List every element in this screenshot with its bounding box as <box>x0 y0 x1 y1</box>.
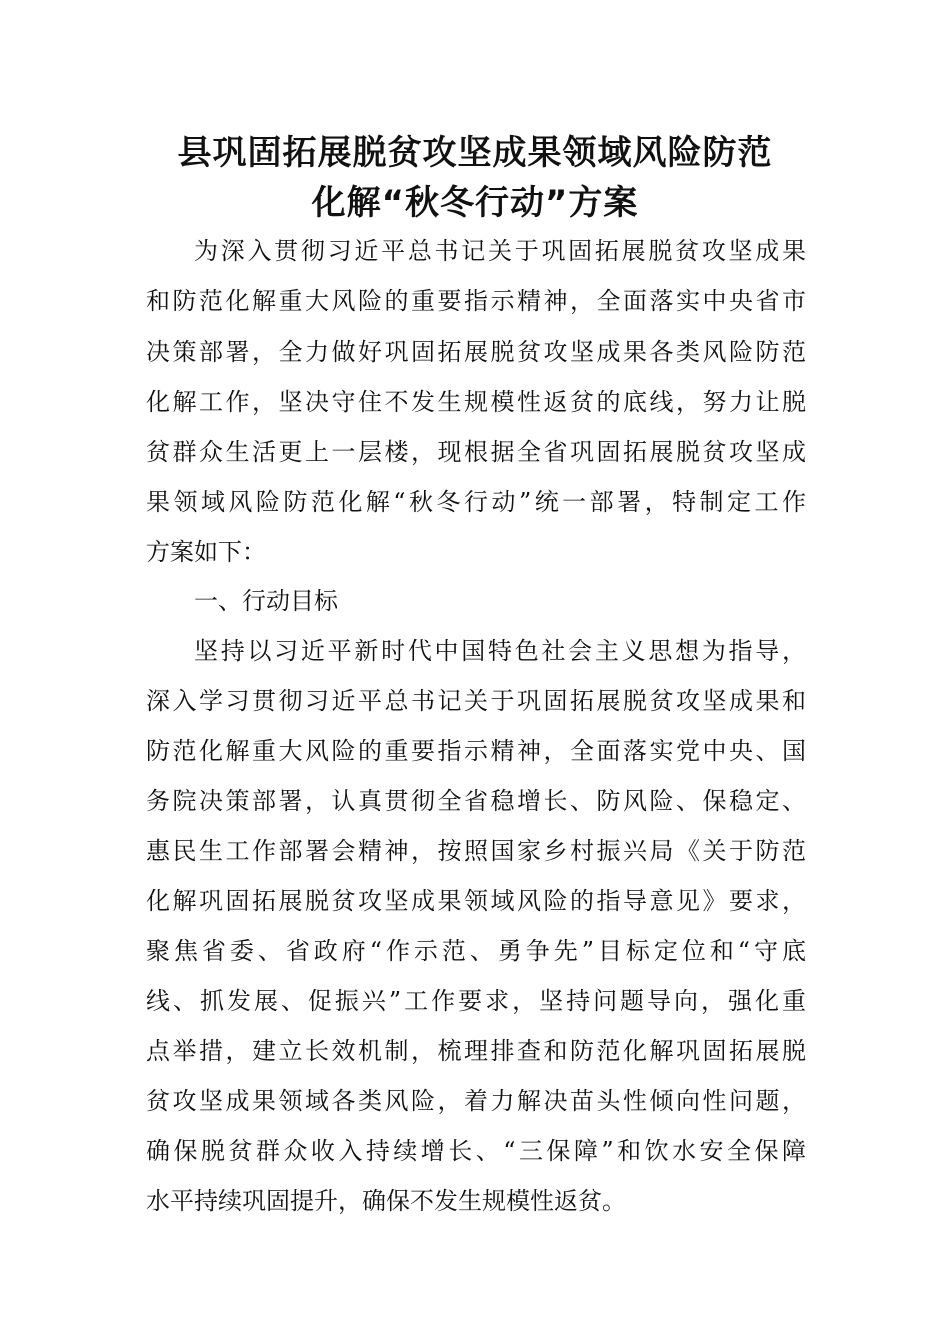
paragraph-line: 为深入贯彻习近平总书记关于巩固拓展脱贫攻坚成果 <box>194 237 806 265</box>
document-title-line-2: 化解“秋冬行动”方案 <box>311 183 639 223</box>
paragraph-line: 点举措，建立长效机制，梳理排查和防范化解巩固拓展脱 <box>146 1037 806 1065</box>
paragraph-line: 防范化解重大风险的重要指示精神，全面落实党中央、国 <box>146 737 806 765</box>
paragraph-line: 化解工作，坚决守住不发生规模性返贫的底线，努力让脱 <box>146 388 806 416</box>
paragraph-line: 务院决策部署，认真贯彻全省稳增长、防风险、保稳定、 <box>146 787 806 815</box>
paragraph-line: 惠民生工作部署会精神，按照国家乡村振兴局《关于防范 <box>146 837 806 865</box>
paragraph-line: 贫群众生活更上一层楼，现根据全省巩固拓展脱贫攻坚成 <box>146 438 806 466</box>
paragraph-line: 和防范化解重大风险的重要指示精神，全面落实中央省市 <box>146 287 806 315</box>
paragraph-line: 深入学习贯彻习近平总书记关于巩固拓展脱贫攻坚成果和 <box>146 687 806 715</box>
paragraph-line: 水平持续巩固提升，确保不发生规模性返贫。 <box>146 1187 626 1215</box>
paragraph-line: 聚焦省委、省政府“作示范、勇争先”目标定位和“守底 <box>146 937 806 965</box>
paragraph-line: 决策部署，全力做好巩固拓展脱贫攻坚成果各类风险防范 <box>146 338 806 366</box>
paragraph-line: 方案如下： <box>146 538 266 566</box>
paragraph-line: 线、抓发展、促振兴”工作要求，坚持问题导向，强化重 <box>146 987 806 1015</box>
section-heading: 一、行动目标 <box>194 587 338 615</box>
paragraph-line: 果领域风险防范化解“秋冬行动”统一部署，特制定工作 <box>146 488 806 516</box>
document-title-line-1: 县巩固拓展脱贫攻坚成果领域风险防范 <box>177 133 773 173</box>
paragraph-line: 确保脱贫群众收入持续增长、“三保障”和饮水安全保障 <box>146 1137 806 1165</box>
paragraph-line: 贫攻坚成果领域各类风险，着力解决苗头性倾向性问题， <box>146 1087 806 1115</box>
paragraph-line: 化解巩固拓展脱贫攻坚成果领域风险的指导意见》要求， <box>146 887 806 915</box>
paragraph-line: 坚持以习近平新时代中国特色社会主义思想为指导， <box>194 637 806 665</box>
